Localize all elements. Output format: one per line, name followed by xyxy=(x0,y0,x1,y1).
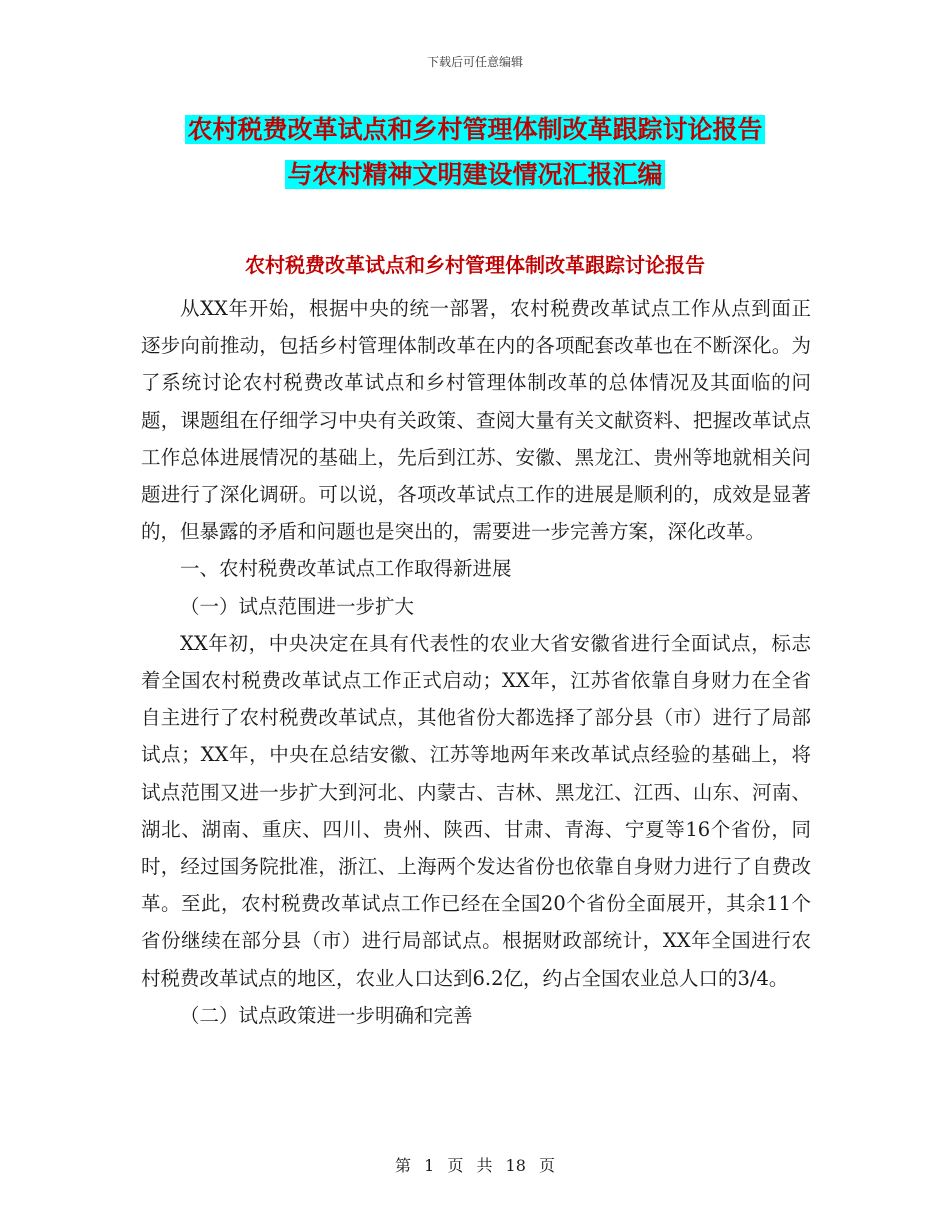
heading-part-one: 一、农村税费改革试点工作取得新进展 xyxy=(180,557,512,581)
paragraph-scope: XX年初，中央决定在具有代表性的农业大省安徽省进行全面试点，标志着全国农村税费改革试点工作正式启动；XX年，江苏省依靠自身财力在全省自主进行了农村税费改革试点，其他省份大都选择了部分县（市）进行了局部试点；XX年，中央在总结安徽、江苏等地两年来改革试点经验的基础上，将试点范围又进一步扩大到河北、内蒙古、吉林、黑龙江、江西、山东、河南、湖北、湖南、重庆、四川、贵州、陕西、甘肃、青海、宁夏等16个省份，同时，经过国务院批准，浙江、上海两个发达省份也依靠自身财力进行了自费改革。至此，农村税费改革试点工作已经在全国20个省份全面展开，其余11个省份继续在部分县（市）进行局部试点。根据财政部统计，XX年全国进行农村税费改革试点的地区，农业人口达到6.2亿，约占全国农业总人口的3/4。 xyxy=(141,631,811,990)
page-header-note: 下载后可任意编辑 xyxy=(426,55,523,69)
paragraph-intro: 从XX年开始，根据中央的统一部署，农村税费改革试点工作从点到面正逐步向前推动，包括乡村管理体制改革在内的各项配套改革也在不断深化。为了系统讨论农村税费改革试点和乡村管理体制改革的总体情况及其面临的问题，课题组在仔细学习中央有关政策、查阅大量有关文献资料、把握改革试点工作总体进展情况的基础上，先后到江苏、安徽、黑龙江、贵州等地就相关问题进行了深化调研。可以说，各项改革试点工作的进展是顺利的，成效是显著的，但暴露的矛盾和问题也是突出的，需要进一步完善方案，深化改革。 xyxy=(141,297,811,544)
document-title-line-1 xyxy=(0,110,950,150)
document-title-line-2 xyxy=(0,155,950,195)
document-body xyxy=(141,290,811,1034)
heading-subsection-two: （二）试点政策进一步明确和完善 xyxy=(180,1003,473,1027)
page-number-footer: 第 1 页 共 18 页 xyxy=(395,1156,555,1175)
section-title: 农村税费改革试点和乡村管理体制改革跟踪讨论报告 xyxy=(245,253,705,277)
heading-subsection-one: （一）试点范围进一步扩大 xyxy=(180,594,415,618)
document-title-line-1-text: 农村税费改革试点和乡村管理体制改革跟踪讨论报告 xyxy=(187,115,763,144)
document-title-line-2-text: 与农村精神文明建设情况汇报汇编 xyxy=(287,160,663,189)
